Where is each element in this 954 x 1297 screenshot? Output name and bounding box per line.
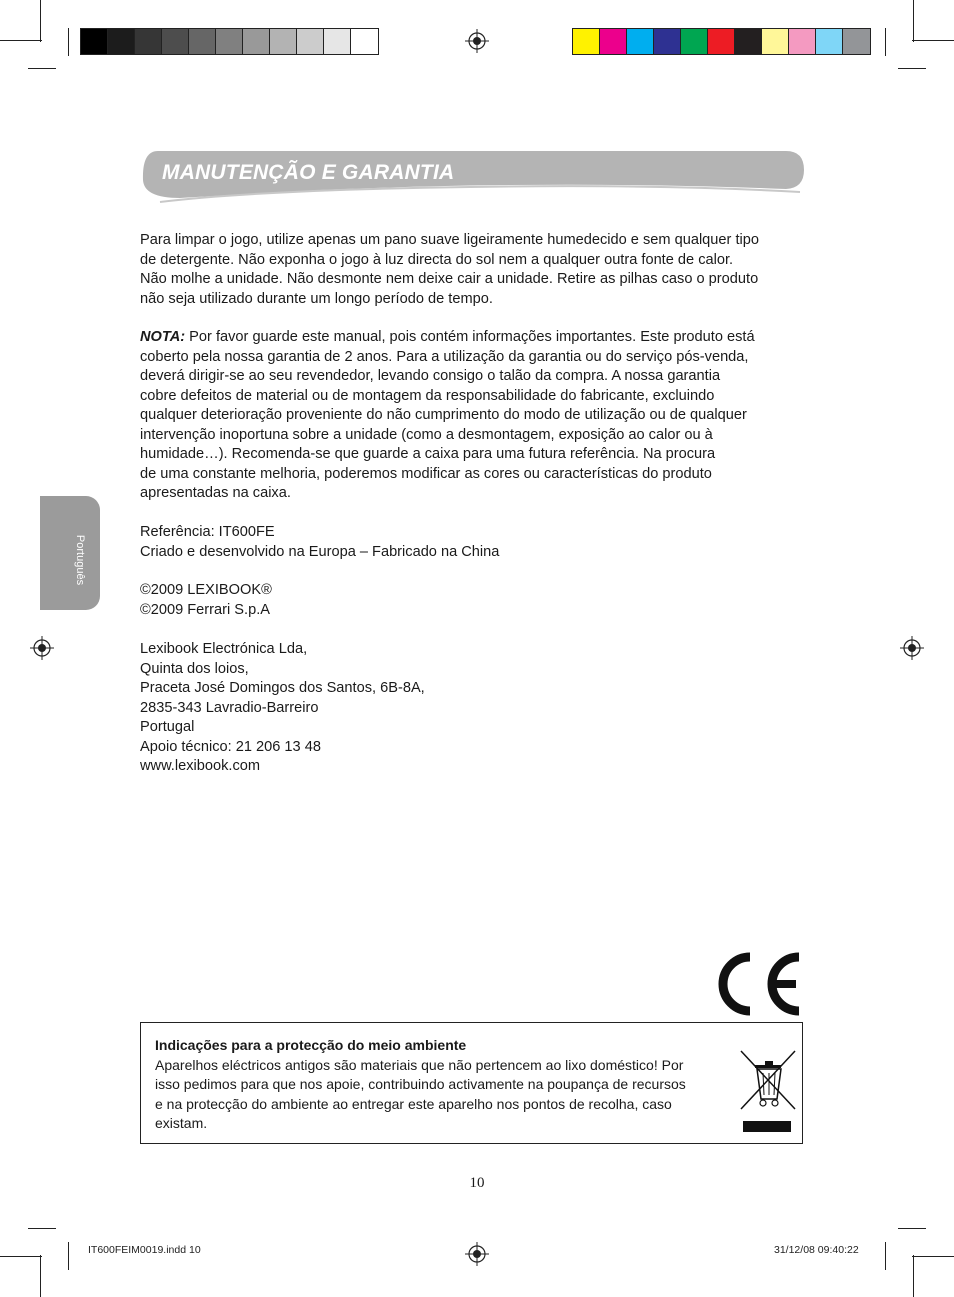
- note-label: NOTA:: [140, 329, 186, 345]
- registration-mark-icon: [30, 636, 54, 660]
- crossed-out-bin-icon: [739, 1049, 799, 1135]
- color-swatch: [162, 29, 189, 54]
- text-line: de uma constante melhoria, poderemos modificar as cores ou características do produto: [140, 465, 712, 482]
- registration-mark-icon: [465, 1242, 489, 1266]
- address-block: [140, 640, 805, 777]
- copyright-ferrari: ©2009 Ferrari S.p.A: [140, 601, 270, 618]
- text-line: [140, 328, 805, 348]
- crop-mark: [40, 0, 41, 42]
- crop-mark: [0, 40, 42, 41]
- copyright-block: [140, 581, 805, 620]
- color-swatch: [189, 29, 216, 54]
- text-line: deverá dirigir-se ao seu revendedor, levando consigo o talão da compra. A nossa garantia: [140, 368, 721, 384]
- text-line: de detergente. Não exponha o jogo à luz directa do sol nem a qualquer outra fonte de calor.: [140, 251, 734, 268]
- text-line: qualquer deterioração proveniente do não cumprimento do modo de utilização ou de qualquer: [140, 407, 747, 423]
- color-swatch: [324, 29, 351, 54]
- registration-mark-icon: [900, 636, 924, 660]
- environment-title: Indicações para a protecção do meio ambiente: [155, 1037, 467, 1053]
- copyright-lexibook: ©2009 LEXIBOOK®: [140, 582, 272, 598]
- environment-text: [155, 1056, 747, 1133]
- crop-mark: [913, 1255, 914, 1297]
- crop-mark: [898, 1228, 926, 1229]
- registration-mark-icon: [465, 29, 489, 53]
- crop-mark: [885, 1242, 886, 1270]
- crop-mark: [898, 68, 926, 69]
- text-line: Aparelhos eléctricos antigos são materiais que não pertencem ao lixo doméstico! Por: [155, 1057, 684, 1073]
- color-swatch: [216, 29, 243, 54]
- crop-mark: [68, 28, 69, 56]
- address-line: Quinta dos loios,: [140, 660, 249, 677]
- color-swatch: [297, 29, 324, 54]
- text-line: existam.: [155, 1114, 208, 1131]
- color-swatch: [843, 29, 870, 54]
- address-country: Portugal: [140, 719, 195, 735]
- color-swatch: [573, 29, 600, 54]
- crop-mark: [28, 68, 56, 69]
- page-title: MANUTENÇÃO E GARANTIA: [162, 161, 455, 184]
- crop-mark: [913, 0, 914, 42]
- text-line: cobre defeitos de material ou de montagem da responsabilidade do fabricante, excluindo: [140, 387, 715, 404]
- color-swatch: [351, 29, 378, 54]
- crop-mark: [885, 28, 886, 56]
- environment-notice: [140, 1022, 803, 1144]
- grayscale-color-bar: [80, 28, 379, 55]
- text-line: isso pedimos para que nos apoie, contribuindo activamente na poupança de recursos: [155, 1076, 686, 1093]
- color-swatch: [708, 29, 735, 54]
- color-swatch: [735, 29, 762, 54]
- file-slug: IT600FEIM0019.indd 10: [88, 1244, 201, 1256]
- text-line: humidade…). Recomenda-se que guarde a caixa para uma futura referência. Na procura: [140, 446, 716, 462]
- text-line: intervenção inoportuna sobre a unidade (como a desmontagem, exposição ao calor ou à: [140, 426, 713, 443]
- note-text: Por favor guarde este manual, pois contém informações importantes. Este produto está: [185, 329, 755, 345]
- language-tab-label: Português: [74, 534, 86, 586]
- text-line: coberto pela nossa garantia de 2 anos. Para a utilização da garantia ou do serviço pós-venda,: [140, 348, 749, 365]
- color-swatch: [135, 29, 162, 54]
- color-swatch: [681, 29, 708, 54]
- origin-text: Criado e desenvolvido na Europa – Fabricado na China: [140, 543, 500, 560]
- color-swatch: [270, 29, 297, 54]
- color-swatch: [762, 29, 789, 54]
- color-swatch: [81, 29, 108, 54]
- process-color-bar: [572, 28, 871, 55]
- crop-mark: [40, 1255, 41, 1297]
- text-line: Não molhe a unidade. Não desmonte nem deixe cair a unidade. Retire as pilhas caso o produto: [140, 271, 759, 287]
- company-name: Lexibook Electrónica Lda,: [140, 641, 308, 657]
- text-line: e na protecção do ambiente ao entregar este aparelho nos pontos de recolha, caso: [155, 1095, 672, 1112]
- color-swatch: [627, 29, 654, 54]
- address-line: Praceta José Domingos dos Santos, 6B-8A,: [140, 680, 425, 696]
- support-phone: Apoio técnico: 21 206 13 48: [140, 738, 321, 755]
- address-line: 2835-343 Lavradio-Barreiro: [140, 699, 319, 716]
- crop-mark: [912, 40, 954, 41]
- crop-mark: [912, 1256, 954, 1257]
- color-swatch: [789, 29, 816, 54]
- page-number: 10: [469, 1175, 485, 1191]
- crop-mark: [0, 1256, 42, 1257]
- color-swatch: [108, 29, 135, 54]
- color-swatch: [654, 29, 681, 54]
- crop-mark: [28, 1228, 56, 1229]
- section-header: [140, 150, 806, 210]
- color-swatch: [816, 29, 843, 54]
- color-swatch: [600, 29, 627, 54]
- reference-number: Referência: IT600FE: [140, 524, 275, 540]
- crop-mark: [68, 1242, 69, 1270]
- language-side-tab: [40, 496, 100, 610]
- text-line: não seja utilizado durante um longo período de tempo.: [140, 290, 493, 307]
- care-paragraph: [140, 231, 805, 309]
- reference-block: [140, 523, 805, 562]
- ce-mark-icon: [710, 951, 804, 1017]
- text-line: apresentadas na caixa.: [140, 485, 291, 501]
- website-link[interactable]: www.lexibook.com: [140, 758, 261, 774]
- color-swatch: [243, 29, 270, 54]
- date-slug: 31/12/08 09:40:22: [774, 1244, 859, 1256]
- text-line: Para limpar o jogo, utilize apenas um pano suave ligeiramente humedecido e sem qualquer tipo: [140, 232, 759, 248]
- note-paragraph: [140, 328, 805, 504]
